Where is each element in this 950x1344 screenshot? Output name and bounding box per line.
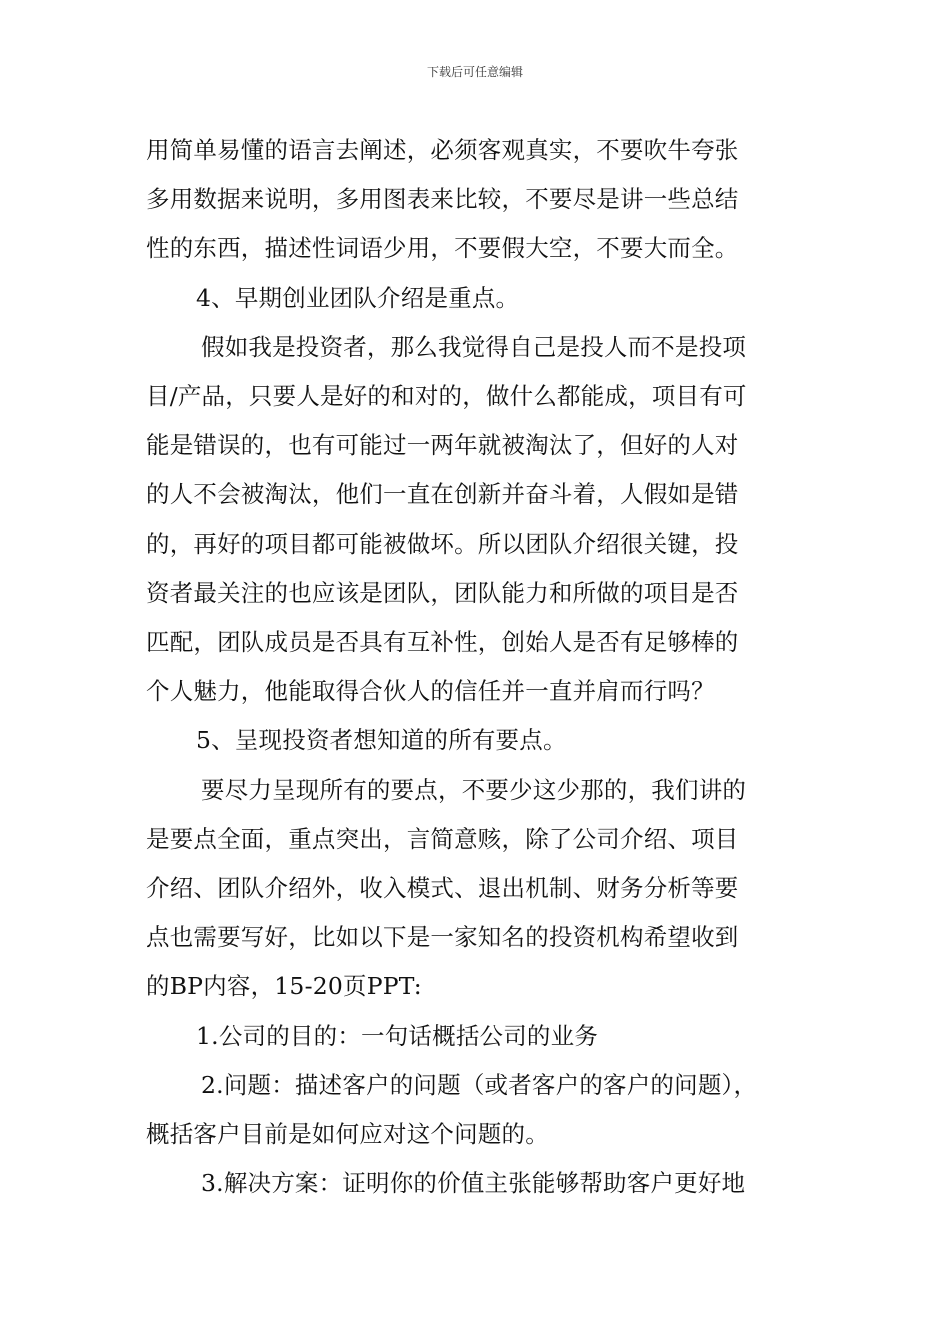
paragraph-line: 能是错误的，也有可能过一两年就被淘汰了，但好的人对 bbox=[146, 431, 739, 460]
section-heading-5: 5、呈现投资者想知道的所有要点。 bbox=[196, 726, 567, 755]
paragraph-line: 点也需要写好，比如以下是一家知名的投资机构希望收到 bbox=[146, 923, 739, 952]
list-item-3: 3.解决方案：证明你的价值主张能够帮助客户更好地 bbox=[201, 1169, 746, 1198]
paragraph-line: 匹配，团队成员是否具有互补性，创始人是否有足够棒的 bbox=[146, 628, 739, 657]
paragraph-line: 的BP内容，15-20页PPT: bbox=[146, 972, 422, 1001]
paragraph-line: 的，再好的项目都可能被做坏。所以团队介绍很关键，投 bbox=[146, 529, 739, 558]
paragraph-line: 资者最关注的也应该是团队，团队能力和所做的项目是否 bbox=[146, 578, 739, 607]
paragraph-line: 概括客户目前是如何应对这个问题的。 bbox=[146, 1120, 549, 1149]
paragraph-line: 个人魅力，他能取得合伙人的信任并一直并肩而行吗？ bbox=[146, 677, 715, 706]
paragraph-line: 多用数据来说明，多用图表来比较，不要尽是讲一些总结 bbox=[146, 185, 739, 214]
paragraph-line: 假如我是投资者，那么我觉得自己是投人而不是投项 bbox=[201, 332, 747, 361]
paragraph-line: 的人不会被淘汰，他们一直在创新并奋斗着，人假如是错 bbox=[146, 480, 739, 509]
paragraph-line: 性的东西，描述性词语少用，不要假大空，不要大而全。 bbox=[146, 234, 739, 263]
page-header: 下载后可任意编辑 bbox=[426, 65, 523, 79]
paragraph-line: 是要点全面，重点突出，言简意赅，除了公司介绍、项目 bbox=[146, 824, 739, 853]
paragraph-line: 介绍、团队介绍外，收入模式、退出机制、财务分析等要 bbox=[146, 874, 739, 903]
list-item-1: 1.公司的目的：一句话概括公司的业务 bbox=[196, 1021, 599, 1050]
paragraph-line: 要尽力呈现所有的要点，不要少这少那的，我们讲的 bbox=[201, 775, 747, 804]
list-item-2: 2.问题：描述客户的问题（或者客户的客户的问题）， bbox=[201, 1070, 758, 1099]
paragraph-line: 用简单易懂的语言去阐述，必须客观真实，不要吹牛夸张 bbox=[146, 136, 739, 164]
paragraph-line: 目/产品，只要人是好的和对的，做什么都能成，项目有可 bbox=[146, 382, 747, 411]
document-body bbox=[146, 126, 822, 1208]
section-heading-4: 4、早期创业团队介绍是重点。 bbox=[196, 283, 520, 312]
